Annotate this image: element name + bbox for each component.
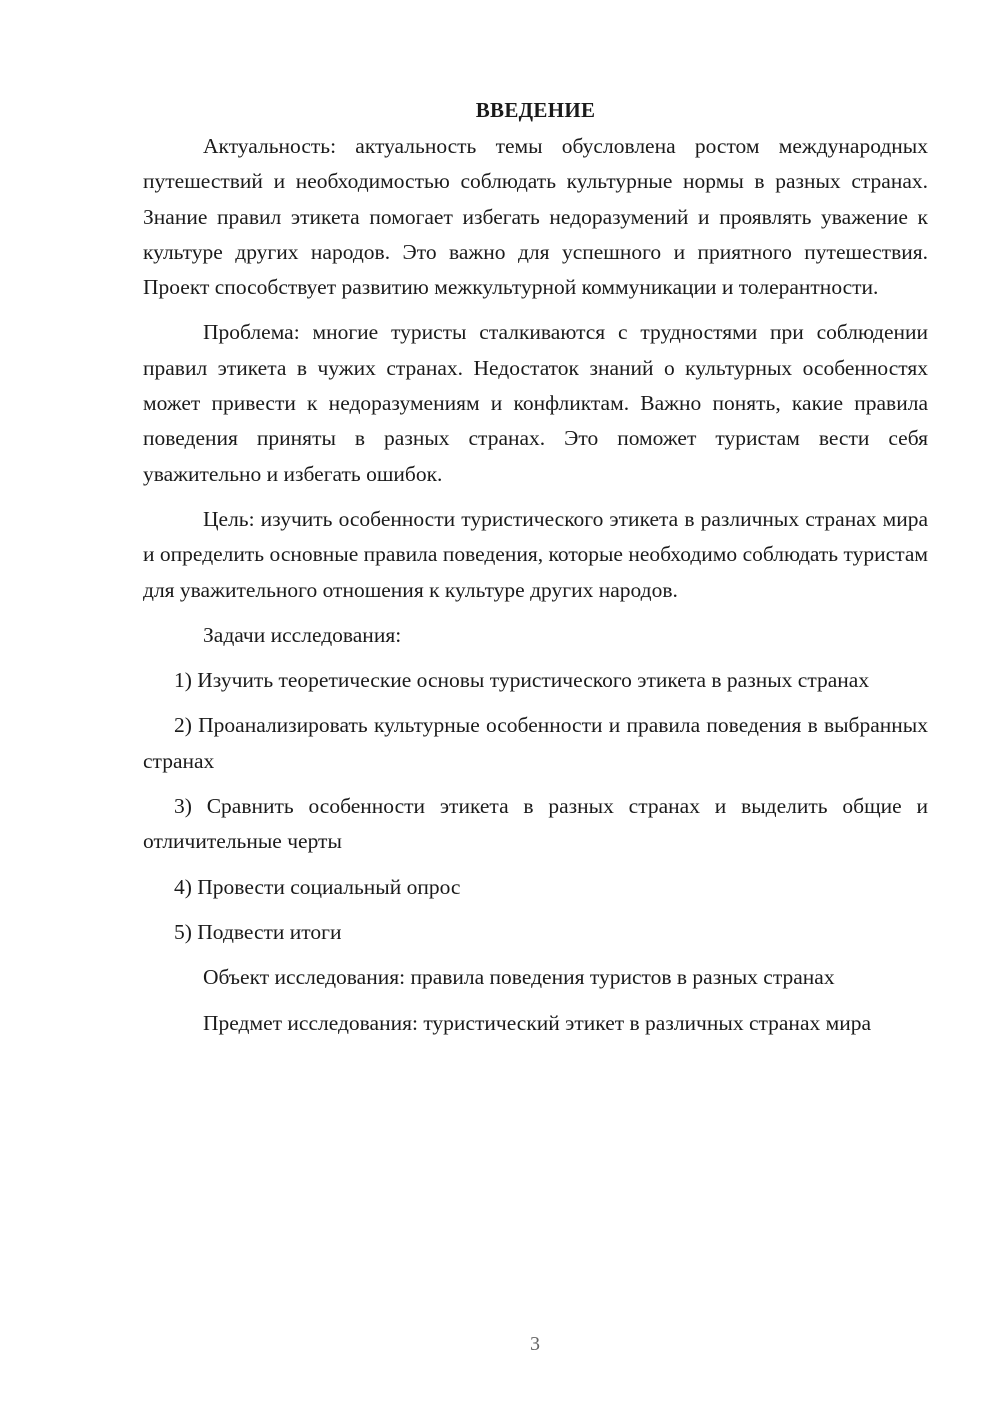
problem-paragraph: Проблема: многие туристы сталкиваются с трудностями при соблюдении правил этикета в чужих странах. Недостаток знаний о культурных особенностях может привести к недоразумениям и конфликтам. Важно понять, какие правила поведения приняты в разных странах. Это поможет туристам вести себя уважительно и избегать ошибок. xyxy=(143,320,928,486)
goal-paragraph: Цель: изучить особенности туристического этикета в различных странах мира и определить основные правила поведения, которые необходимо соблюдать туристам для уважительного отношения к культуре других народов. xyxy=(143,506,928,602)
section-title: ВВЕДЕНИЕ xyxy=(475,98,596,122)
task-item-2: 2) Проанализировать культурные особенности и правила поведения в выбранных странах xyxy=(143,713,928,773)
task-item-5: 5) Подвести итоги xyxy=(174,919,342,944)
task-item-4: 4) Провести социальный опрос xyxy=(174,874,461,899)
task-item-1: 1) Изучить теоретические основы туристического этикета в разных странах xyxy=(174,668,870,693)
relevance-paragraph: Актуальность: актуальность темы обусловлена ростом международных путешествий и необходимостью соблюдать культурные нормы в разных странах. Знание правил этикета помогает избегать недоразумений и проявлять уважение к культуре других народов. Это важно для успешного и приятного путешествия. Проект способствует развитию межкультурной коммуникации и толерантности. xyxy=(143,134,928,300)
object-paragraph: Объект исследования: правила поведения туристов в разных странах xyxy=(203,965,835,990)
page-number: 3 xyxy=(530,1333,540,1355)
document-page xyxy=(143,95,928,1051)
tasks-heading: Задачи исследования: xyxy=(203,622,402,647)
subject-paragraph: Предмет исследования: туристический этикет в различных странах мира xyxy=(203,1010,872,1035)
task-item-3: 3) Сравнить особенности этикета в разных странах и выделить общие и отличительные черты xyxy=(143,794,928,854)
